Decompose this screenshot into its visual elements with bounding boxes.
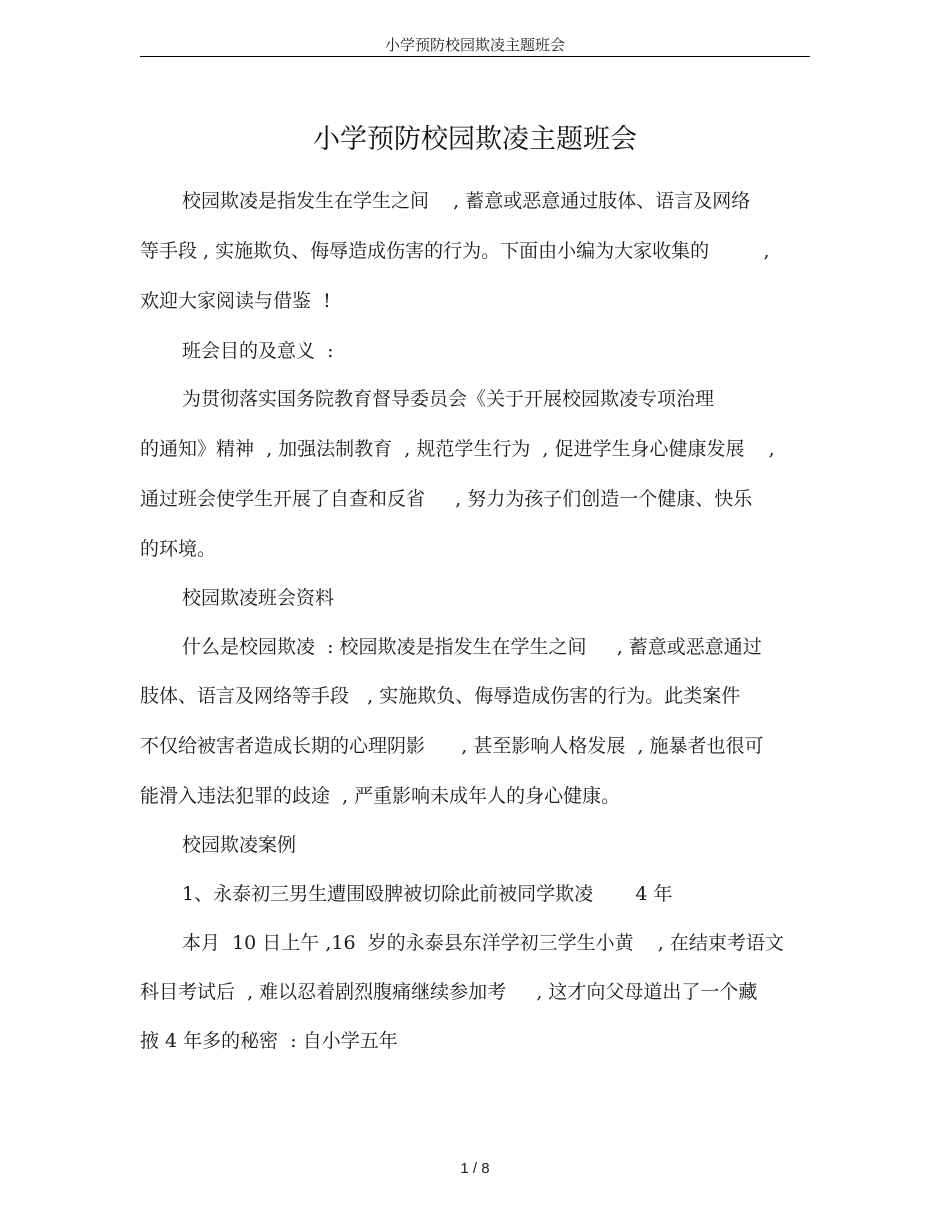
body-line: 掖 4 年多的秘密 : 自小学五年 — [140, 1030, 398, 1052]
body-line: 通过班会使学生开展了自查和反省 , 努力为孩子们创造一个健康、快乐 — [140, 488, 753, 510]
body-line: 校园欺凌是指发生在学生之间 , 蓄意或恶意通过肢体、语言及网络 — [182, 190, 751, 212]
running-header: 小学预防校园欺凌主题班会 — [384, 36, 565, 54]
body-line: 什么是校园欺凌 : 校园欺凌是指发生在学生之间 , 蓄意或恶意通过 — [182, 636, 762, 658]
section-heading: 校园欺凌案例 — [182, 834, 297, 856]
header-rule — [140, 56, 810, 57]
body-line: 本月 10 日上午 ,16 岁的永泰县东洋学初三学生小黄 , 在结束考语文 — [182, 932, 784, 954]
body-line: 为贯彻落实国务院教育督导委员会《关于开展校园欺凌专项治理 — [182, 388, 715, 410]
section-heading: 班会目的及意义 : — [182, 340, 334, 362]
body-line: 肢体、语言及网络等手段 , 实施欺负、侮辱造成伤害的行为。此类案件 — [140, 685, 741, 707]
case-heading: 1、永泰初三男生遭围殴脾被切除此前被同学欺凌 4 年 — [182, 883, 673, 905]
body-line: 的通知》精神 , 加强法制教育 , 规范学生行为 , 促进学生身心健康发展 , — [140, 438, 775, 460]
body-line: 欢迎大家阅读与借鉴 ! — [140, 290, 331, 312]
body-line: 不仅给被害者造成长期的心理阴影 , 甚至影响人格发展 , 施暴者也很可 — [140, 735, 764, 757]
body-line: 能滑入违法犯罪的歧途 , 严重影响未成年人的身心健康。 — [140, 785, 621, 807]
page-indicator: 1 / 8 — [460, 1160, 490, 1177]
body-line: 科目考试后 , 难以忍着剧烈腹痛继续参加考 , 这才向父母道出了一个藏 — [140, 981, 758, 1003]
body-line: 等手段 , 实施欺负、侮辱造成伤害的行为。下面由小编为大家收集的 , — [140, 240, 770, 262]
body-line: 的环境。 — [140, 538, 217, 560]
document-title: 小学预防校园欺凌主题班会 — [313, 124, 637, 155]
section-heading: 校园欺凌班会资料 — [182, 587, 335, 609]
